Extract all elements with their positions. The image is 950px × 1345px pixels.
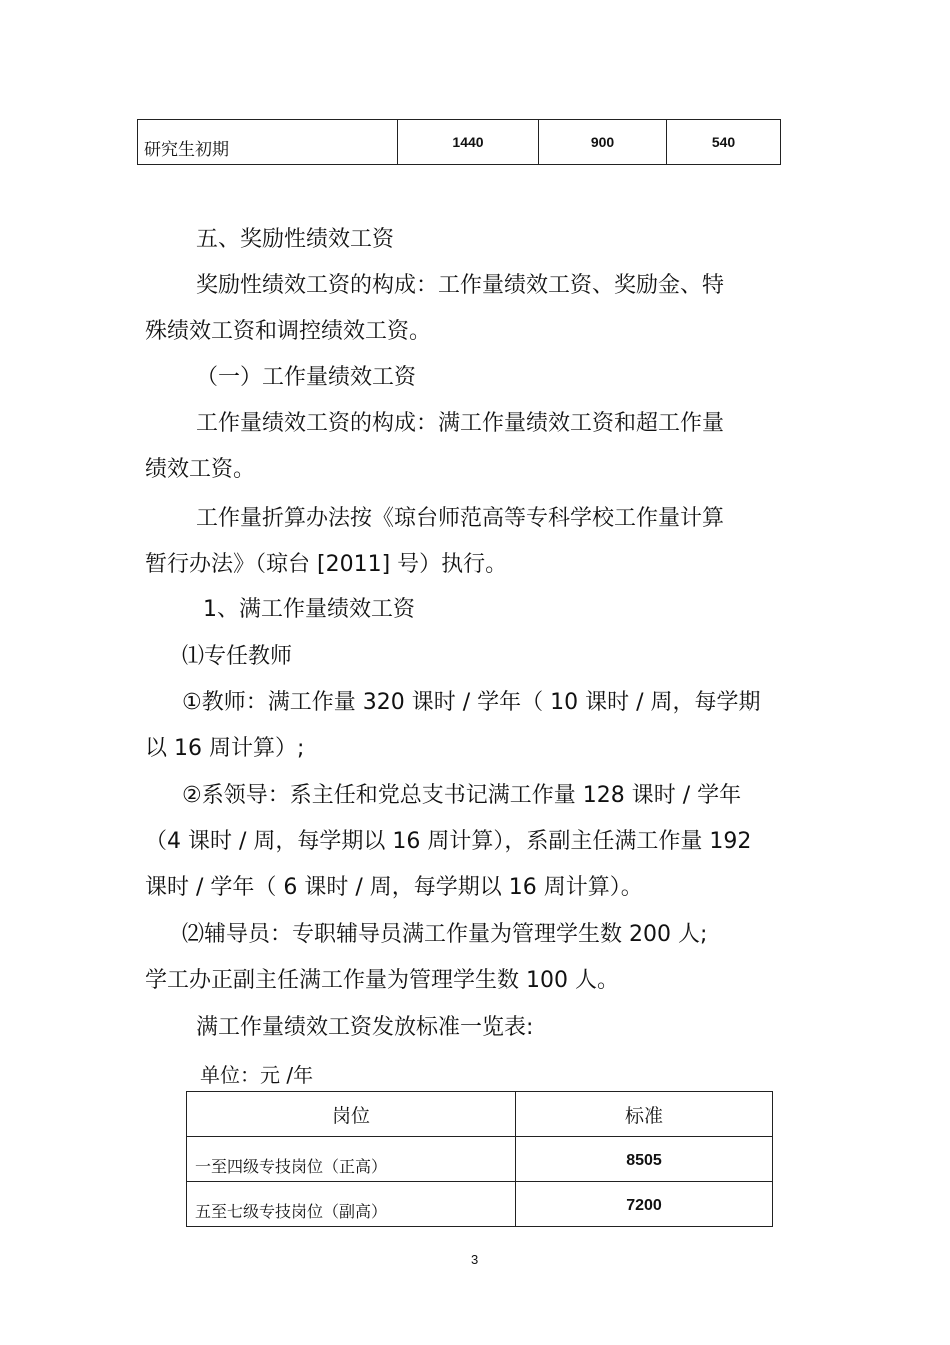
list-heading: ⑴专任教师 [182,644,293,669]
table-cell-standard: 8505 [516,1137,773,1182]
table-cell-position: 五至七级专技岗位（副高） [187,1182,516,1227]
unit-label: 单位：元 /年 [200,1063,314,1087]
table-cell-value: 1440 [398,120,539,165]
paragraph-line: 暂行办法》（琼台 [2011] 号）执行。 [145,552,508,577]
table-cell-standard: 7200 [516,1182,773,1227]
table-header-position: 岗位 [187,1092,516,1137]
section-heading: 五、奖励性绩效工资 [196,227,395,252]
table-caption: 满工作量绩效工资发放标准一览表: [196,1015,534,1040]
table-row [187,1182,773,1227]
paragraph-line: 绩效工资。 [145,457,256,482]
paragraph-line: 学工办正副主任满工作量为管理学生数 100 人。 [145,968,619,993]
table-row [187,1137,773,1182]
paragraph-line: （4 课时 / 周，每学期以 16 周计算），系副主任满工作量 192 [145,829,752,854]
paragraph-line: 工作量折算办法按《琼台师范高等专科学校工作量计算 [196,506,725,531]
paragraph-line: 课时 / 学年（ 6 课时 / 周，每学期以 16 周计算）。 [145,875,643,900]
paragraph-line: ②系领导：系主任和党总支书记满工作量 128 课时 / 学年 [182,783,742,808]
table-cell-value: 540 [667,120,781,165]
paragraph-line: ①教师：满工作量 320 课时 / 学年（ 10 课时 / 周，每学期 [182,690,761,715]
table-header-standard: 标准 [516,1092,773,1137]
standard-table [186,1091,773,1227]
subsection-heading: 1、满工作量绩效工资 [203,597,415,622]
paragraph-line: ⑵辅导员：专职辅导员满工作量为管理学生数 200 人; [182,922,708,947]
subsection-heading: （一）工作量绩效工资 [196,365,417,390]
paragraph-line: 殊绩效工资和调控绩效工资。 [145,319,432,344]
table-cell-label: 研究生初期 [138,120,398,165]
table-cell-value: 900 [539,120,667,165]
paragraph-line: 奖励性绩效工资的构成：工作量绩效工资、奖励金、特 [196,273,725,298]
paragraph-line: 以 16 周计算）; [145,736,305,761]
table-cell-position: 一至四级专技岗位（正高） [187,1137,516,1182]
page-number: 3 [471,1252,479,1267]
top-table [137,119,781,165]
paragraph-line: 工作量绩效工资的构成：满工作量绩效工资和超工作量 [196,411,725,436]
